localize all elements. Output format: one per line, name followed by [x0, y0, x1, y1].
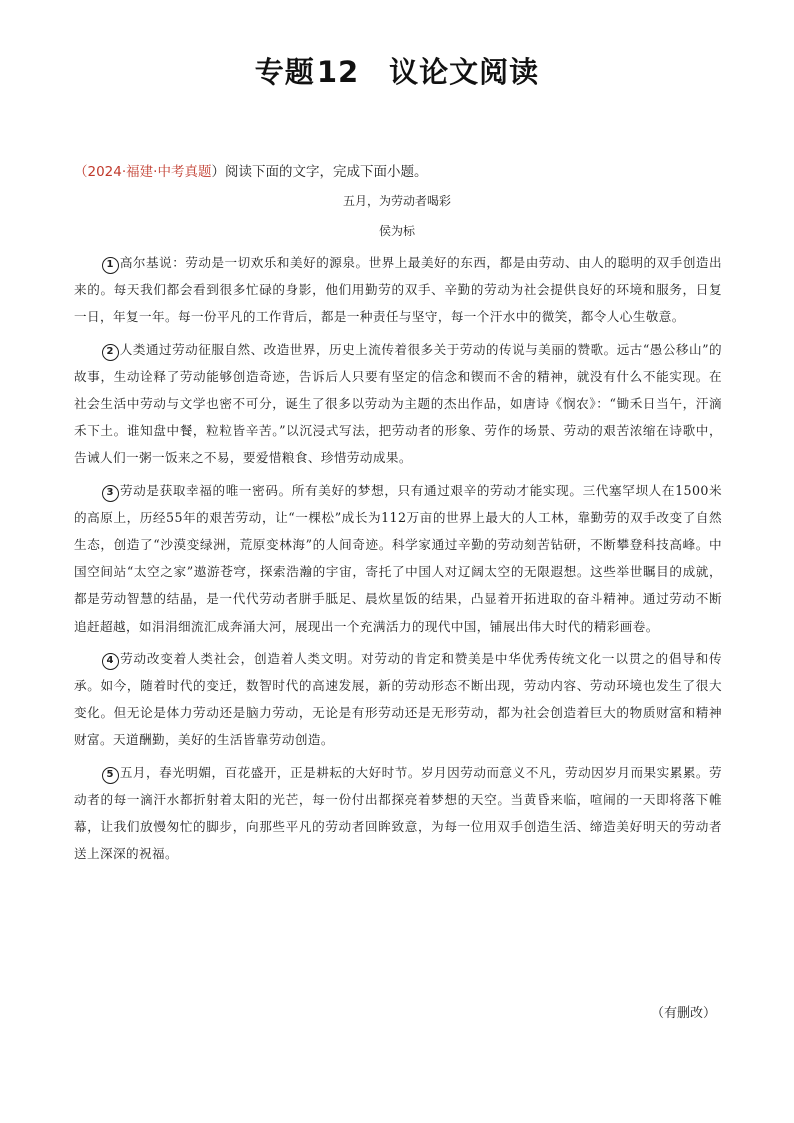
article-body	[74, 249, 722, 872]
paragraph-text-1: 高尔基说：劳动是一切欢乐和美好的源泉。世界上最美好的东西，都是由劳动、由人的聪明的双手创造出来的。每天我们都会看到很多忙碌的身影，他们用勤劳的双手、辛勤的劳动为社会提供良好的环境和服务，日复一日，年复一年。每一份平凡的工作背后，都是一种责任与坚守，每一个汗水中的微笑，都令人心生敬意。	[74, 255, 722, 325]
source-open: （	[74, 164, 88, 180]
paragraph-text-5: 五月，春光明媚，百花盛开，正是耕耘的大好时节。岁月因劳动而意义不凡，劳动因岁月而果实累累。劳动者的每一滴汗水都折射着太阳的光芒，每一份付出都探亮着梦想的天空。当黄昏来临，喧闹的一天即将落下帷幕，让我们放慢匆忙的脚步，向那些平凡的劳动者回眸致意，为每一位用双手创造生活、缔造美好明天的劳动者送上深深的祝福。	[74, 764, 722, 862]
article-title: 五月，为劳动者喝彩	[342, 194, 451, 208]
question-source: 2024·福建·中考真题	[87, 164, 212, 180]
article-author: 侯为标	[378, 224, 415, 238]
paragraph-3	[74, 477, 722, 640]
page-title	[0, 50, 794, 91]
paragraph-number-1: 1	[102, 257, 119, 274]
paragraph-2	[74, 336, 722, 472]
title-prefix: 专题	[254, 55, 315, 89]
question-intro	[74, 160, 724, 180]
paragraph-text-4: 劳动改变着人类社会，创造着人类文明。对劳动的肯定和赞美是中华优秀传统文化一以贯之的倡导和传承。如今，随着时代的变迁，数智时代的高速发展，新的劳动形态不断出现，劳动内容、劳动环境也发生了很大变化。但无论是体力劳动还是脑力劳动，无论是有形劳动还是无形劳动，都为社会创造着巨大的物质财富和精神财富。天道酬勤，美好的生活皆靠劳动创造。	[74, 650, 722, 748]
edit-note: （有删改）	[650, 1006, 716, 1021]
source-close: ）	[211, 164, 225, 180]
paragraph-1	[74, 249, 722, 331]
title-number: 12	[316, 55, 360, 89]
question-instruction: 阅读下面的文字，完成下面小题。	[224, 164, 428, 180]
paragraph-number-2: 2	[102, 344, 119, 361]
paragraph-text-2: 人类通过劳动征服自然、改造世界，历史上流传着很多关于劳动的传说与美丽的赞歌。远古“愚公移山”的故事，生动诠释了劳动能够创造奇迹，告诉后人只要有坚定的信念和锲而不舍的精神，就没有什么不能实现。在社会生活中劳动与文学也密不可分，诞生了很多以劳动为主题的杰出作品，如唐诗《悯农》：“锄禾日当午，汗滴禾下土。谁知盘中餐，粒粒皆辛苦。”以沉浸式写法，把劳动者的形象、劳作的场景、劳动的艰苦浓缩在诗歌中，告诫人们一粥一饭来之不易，要爱惜粮食、珍惜劳动成果。	[74, 341, 722, 466]
title-main: 议论文阅读	[389, 55, 540, 89]
paragraph-text-3: 劳动是获取幸福的唯一密码。所有美好的梦想，只有通过艰辛的劳动才能实现。三代塞罕坝人在1500米的高原上，历经55年的艰苦劳动，让“一棵松”成长为112万亩的世界上最大的人工林，靠勤劳的双手改变了自然生态，创造了“沙漠变绿洲，荒原变林海”的人间奇迹。科学家通过辛勤的劳动刻苦钻研，不断攀登科技高峰。中国空间站“太空之家”遨游苍穹，探索浩瀚的宇宙，寄托了中国人对辽阔太空的无限遐想。这些举世瞩目的成就，都是劳动智慧的结晶，是一代代劳动者胼手胝足、晨炊星饭的结果，凸显着开拓进取的奋斗精神。通过劳动不断追赶超越，如涓涓细流汇成奔涌大河，展现出一个充满活力的现代中国，铺展出伟大时代的精彩画卷。	[74, 482, 722, 634]
paragraph-number-4: 4	[102, 653, 119, 670]
paragraph-4	[74, 645, 722, 754]
paragraph-5	[74, 759, 722, 868]
paragraph-number-3: 3	[102, 485, 119, 502]
paragraph-number-5: 5	[102, 767, 119, 784]
